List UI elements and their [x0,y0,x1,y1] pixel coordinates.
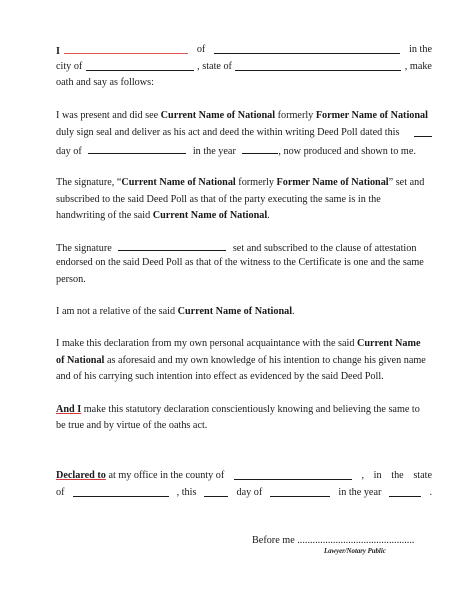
p4-line-1: I am not a relative of the said Current Name of National. [56,306,295,317]
city-blank[interactable] [86,61,194,71]
p6-line-2: be true and by virtue of the oaths act. [56,420,208,431]
intro-line-1 [56,44,432,58]
of-label: of [196,44,206,55]
p2-line-2: subscribed to the said Deed Poll as that of the party executing the same is in the [56,194,381,205]
p7-line-1: Declared to at my office in the county of , in the state [56,470,432,481]
year-blank[interactable] [242,144,278,154]
p3-line-1: The signature set and subscribed to the clause of attestation [56,243,417,254]
name-blank[interactable] [64,44,188,54]
p1-line-3: day of in the year , now produced and shown to me. [56,146,416,157]
declared-to: Declared to [56,470,106,481]
make-label: , make [404,61,432,72]
dated-blank[interactable] [414,127,432,137]
declared-year-blank[interactable] [389,487,421,497]
witness-signature-blank[interactable] [118,241,226,251]
former-name: Former Name of National [315,110,428,121]
p6-line-1: And I make this statutory declaration conscientiously knowing and believing the same to [56,404,420,415]
city-of-label: city of [56,61,83,72]
state-name-blank[interactable] [73,487,169,497]
p2-line-1: The signature, “Current Name of National formerly Former Name of National” set and [56,177,425,188]
p1-line-2: duly sign seal and deliver as his act and deed the within writing Deed Poll dated this [56,127,432,139]
intro-line-2 [56,61,432,73]
in-the-label: in the [409,44,432,55]
month-blank[interactable] [270,487,330,497]
this-day-blank[interactable] [204,487,228,497]
p5-line-3: and of his carrying such intention into effect as evidenced by the said Deed Poll. [56,371,384,382]
p7-line-2: of , this day of in the year . [56,487,432,498]
p3-line-2: endorsed on the said Deed Poll as that of the witness to the Certificate is one and the same [56,257,424,268]
day-of-blank[interactable] [88,144,186,154]
p2-line-3: handwriting of the said Current Name of National. [56,210,270,221]
state-of-label: , state of [197,61,232,72]
i-label: I [56,46,60,57]
county-blank[interactable] [234,470,352,480]
state-blank[interactable] [235,61,401,71]
p5-line-2: of National as aforesaid and my own knowledge of his intention to change his given name [56,355,426,366]
p5-line-1: I make this declaration from my own personal acquaintance with the said Current Name [56,338,421,349]
p1-line-1: I was present and did see Current Name of National formerly Former Name of National [56,110,428,121]
p3-line-3: person. [56,274,86,285]
notary-label: Lawyer/Notary Public [324,548,386,555]
current-name: Current Name of National [160,110,276,121]
before-me: Before me .............................................. [252,535,415,546]
and-i: And I [56,404,82,415]
of-blank[interactable] [214,44,400,54]
intro-line-3: oath and say as follows: [56,77,154,88]
